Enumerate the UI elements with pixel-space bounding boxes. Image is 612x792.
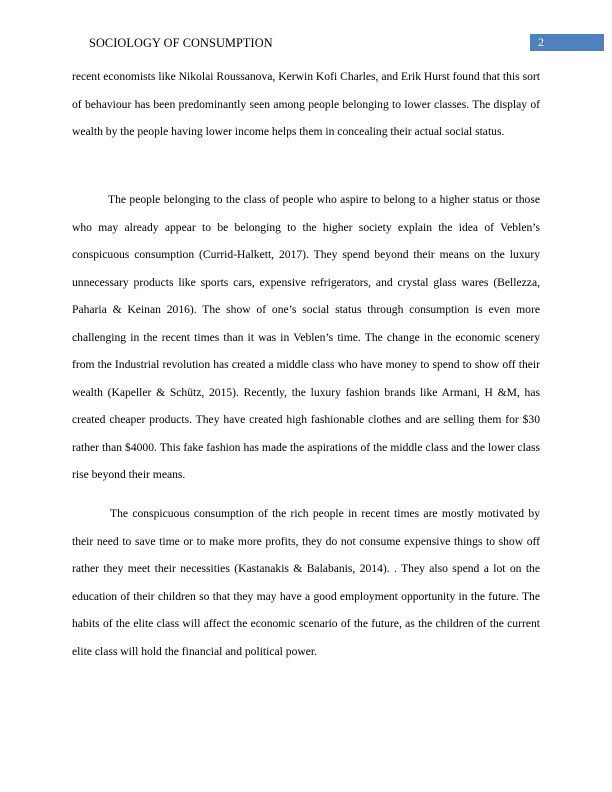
page-number-badge xyxy=(530,34,604,51)
page-number: 2 xyxy=(538,35,544,49)
body-paragraph: The conspicuous consumption of the rich people in recent times are mostly motivated by their need to save time or to make more profits, they do not consume expensive things to show off rather they meet their necessities (Kastanakis & Balabanis, 2014). . They also spend a lot on the education of their children so that they may have a good employment opportunity in the future. The habits of the elite class will affect the economic scenario of the future, as the children of the current elite class will hold the financial and political power. xyxy=(72,507,540,658)
running-head-title: SOCIOLOGY OF CONSUMPTION xyxy=(89,36,273,50)
body-paragraph: The people belonging to the class of people who aspire to belong to a higher status or those who may already appear to be belonging to the higher society explain the idea of Veblen’s conspicuous consumption (Currid-Halkett, 2017). They spend beyond their means on the luxury unnecessary products like sports cars, expensive refrigerators, and crystal glass wares (Bellezza, Paharia & Keinan 2016). The show of one’s social status through consumption is even more challenging in the recent times than it was in Veblen’s time. The change in the economic scenery from the Industrial revolution has created a middle class who have money to spend to show off their wealth (Kapeller & Schütz, 2015). Recently, the luxury fashion brands like Armani, H &M, has created cheaper products. They have created high fashionable clothes and are selling them for $30 rather than $4000. This fake fashion has made the aspirations of the middle class and the lower class rise beyond their means. xyxy=(72,193,540,481)
body-paragraph: recent economists like Nikolai Roussanova, Kerwin Kofi Charles, and Erik Hurst found that this sort of behaviour has been predominantly seen among people belonging to lower classes. The display of wealth by the people having lower income helps them in concealing their actual social status. xyxy=(72,70,540,138)
